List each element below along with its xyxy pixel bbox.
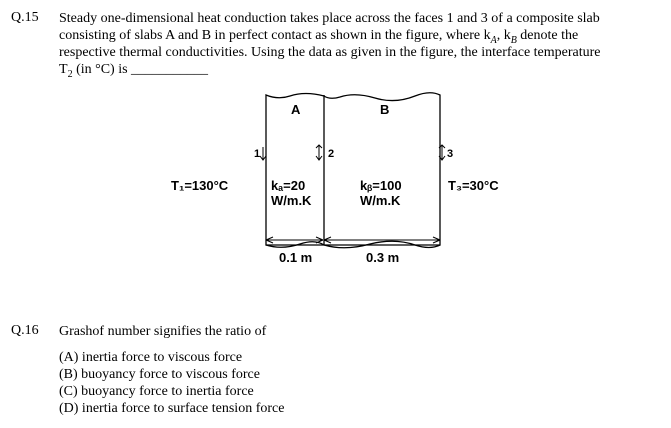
face-2-label: 2 [328, 148, 335, 160]
conductivity-ka: kₐ=20 [271, 178, 306, 193]
question-number-15: Q.15 [11, 10, 39, 25]
temperature-t3: T₃=30°C [448, 178, 499, 193]
option-c: (C) buoyancy force to inertia force [59, 384, 254, 399]
temperature-t1: T₁=130°C [171, 178, 229, 193]
question-16-text: Grashof number signifies the ratio of [59, 324, 267, 339]
dimension-arrow-a [266, 236, 323, 244]
option-d: (D) inertia force to surface tension force [59, 401, 285, 416]
dimension-arrow-b [324, 236, 440, 244]
option-a: (A) inertia force to viscous force [59, 350, 243, 365]
conductivity-ka-unit: W/m.K [271, 193, 312, 208]
question-15-line-1: Steady one-dimensional heat conduction takes place across the faces 1 and 3 of a composite slab [59, 11, 600, 26]
question-15-line-2: consisting of slabs A and B in perfect contact as shown in the figure, where $k_A$, $k_B$ denote the [59, 28, 579, 46]
question-15-line-3: respective thermal conductivities. Using the data as given in the figure, the interface temperature [59, 45, 601, 60]
face-3-label: 3 [447, 148, 454, 160]
slab-label-b: B [380, 102, 390, 117]
question-number-16: Q.16 [11, 323, 39, 338]
length-b: 0.3 m [366, 250, 400, 265]
option-b: (B) buoyancy force to viscous force [59, 367, 260, 382]
conductivity-kb-unit: W/m.K [360, 193, 401, 208]
face-1-label: 1 [254, 148, 261, 160]
conductivity-kb: kᵦ=100 [360, 178, 402, 193]
length-a: 0.1 m [279, 250, 313, 265]
slab-label-a: A [291, 102, 301, 117]
question-15-line-4: $T_2$ (in °C) is ___________ [59, 62, 209, 80]
